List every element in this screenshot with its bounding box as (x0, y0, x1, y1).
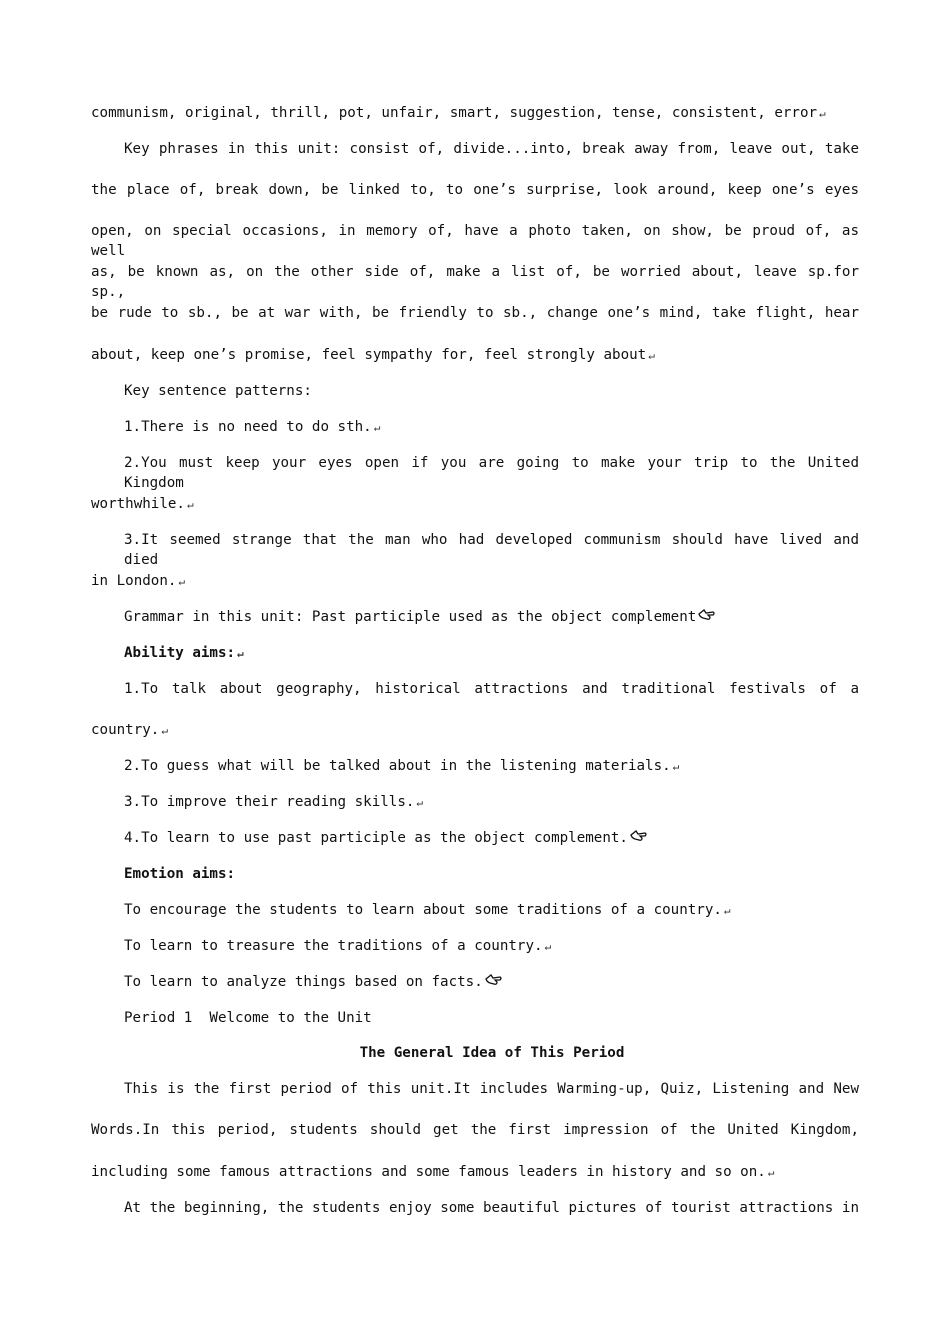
section-title: The General Idea of This Period (359, 1045, 625, 1061)
hand-pointer-icon (698, 607, 716, 627)
text-line: Words.In this period, students should get the first impression of the United Kingdom, (91, 1122, 859, 1138)
hand-pointer-icon (630, 828, 648, 848)
text-line: Grammar in this unit: Past participle used as the object complement (124, 607, 716, 627)
text-line: worthwhile. ↵ (91, 496, 194, 512)
paragraph-mark-icon: ↵ (186, 498, 194, 511)
section-heading: Emotion aims: (124, 866, 236, 882)
hand-pointer-icon (485, 972, 503, 992)
paragraph-mark-icon: ↵ (161, 724, 168, 737)
text-line: 2.You must keep your eyes open if you are going to make your trip to the United Kingdom (124, 455, 859, 491)
paragraph-mark-icon: ↵ (767, 1166, 775, 1179)
text-line: 3.It seemed strange that the man who had developed communism should have lived and died (124, 532, 859, 568)
text-line: in London. ↵ (91, 573, 186, 589)
paragraph-mark-icon: ↵ (672, 760, 680, 773)
text-line: At the beginning, the students enjoy some beautiful pictures of tourist attractions in (124, 1200, 859, 1216)
paragraph-mark-icon: ↵ (819, 107, 826, 120)
text-line: including some famous attractions and some famous leaders in history and so on. ↵ (91, 1164, 775, 1180)
text-line: open, on special occasions, in memory of, have a photo taken, on show, be proud of, as well (91, 223, 859, 259)
paragraph-mark-icon: ↵ (178, 575, 186, 588)
text-line: the place of, break down, be linked to, to one’s surprise, look around, keep one’s eyes (91, 182, 859, 198)
text-line: country. ↵ (91, 722, 168, 738)
paragraph-mark-icon: ↵ (648, 349, 655, 362)
text-line: 1.To talk about geography, historical attractions and traditional festivals of a (124, 681, 859, 697)
text-line: To encourage the students to learn about some traditions of a country. ↵ (124, 902, 731, 918)
paragraph-mark-icon: ↵ (723, 904, 731, 917)
section-heading: Ability aims: ↵ (124, 645, 244, 661)
text-line: be rude to sb., be at war with, be friendly to sb., change one’s mind, take flight, hear (91, 305, 859, 321)
paragraph-mark-icon: ↵ (237, 647, 244, 660)
text-line: 3.To improve their reading skills. ↵ (124, 794, 424, 810)
paragraph-mark-icon: ↵ (373, 421, 381, 434)
paragraph-mark-icon: ↵ (416, 796, 424, 809)
text-line: 2.To guess what will be talked about in the listening materials. ↵ (124, 758, 680, 774)
period-title: Period 1 Welcome to the Unit (124, 1010, 372, 1026)
text-line: Key phrases in this unit: consist of, divide...into, break away from, leave out, take (124, 141, 859, 157)
text-line: as, be known as, on the other side of, make a list of, be worried about, leave sp.for sp., (91, 264, 859, 300)
text-line: To learn to analyze things based on facts. (124, 972, 503, 992)
text-line: 4.To learn to use past participle as the object complement. (124, 828, 648, 848)
paragraph-mark-icon: ↵ (544, 940, 552, 953)
text-line: To learn to treasure the traditions of a country. ↵ (124, 938, 552, 954)
text-line: This is the first period of this unit.It includes Warming-up, Quiz, Listening and New (124, 1081, 859, 1097)
text-line: Key sentence patterns: (124, 383, 312, 399)
text-line: about, keep one’s promise, feel sympathy for, feel strongly about ↵ (91, 347, 655, 363)
text-line: communism, original, thrill, pot, unfair, smart, suggestion, tense, consistent, error ↵ (91, 105, 826, 121)
text-line: 1.There is no need to do sth. ↵ (124, 419, 381, 435)
